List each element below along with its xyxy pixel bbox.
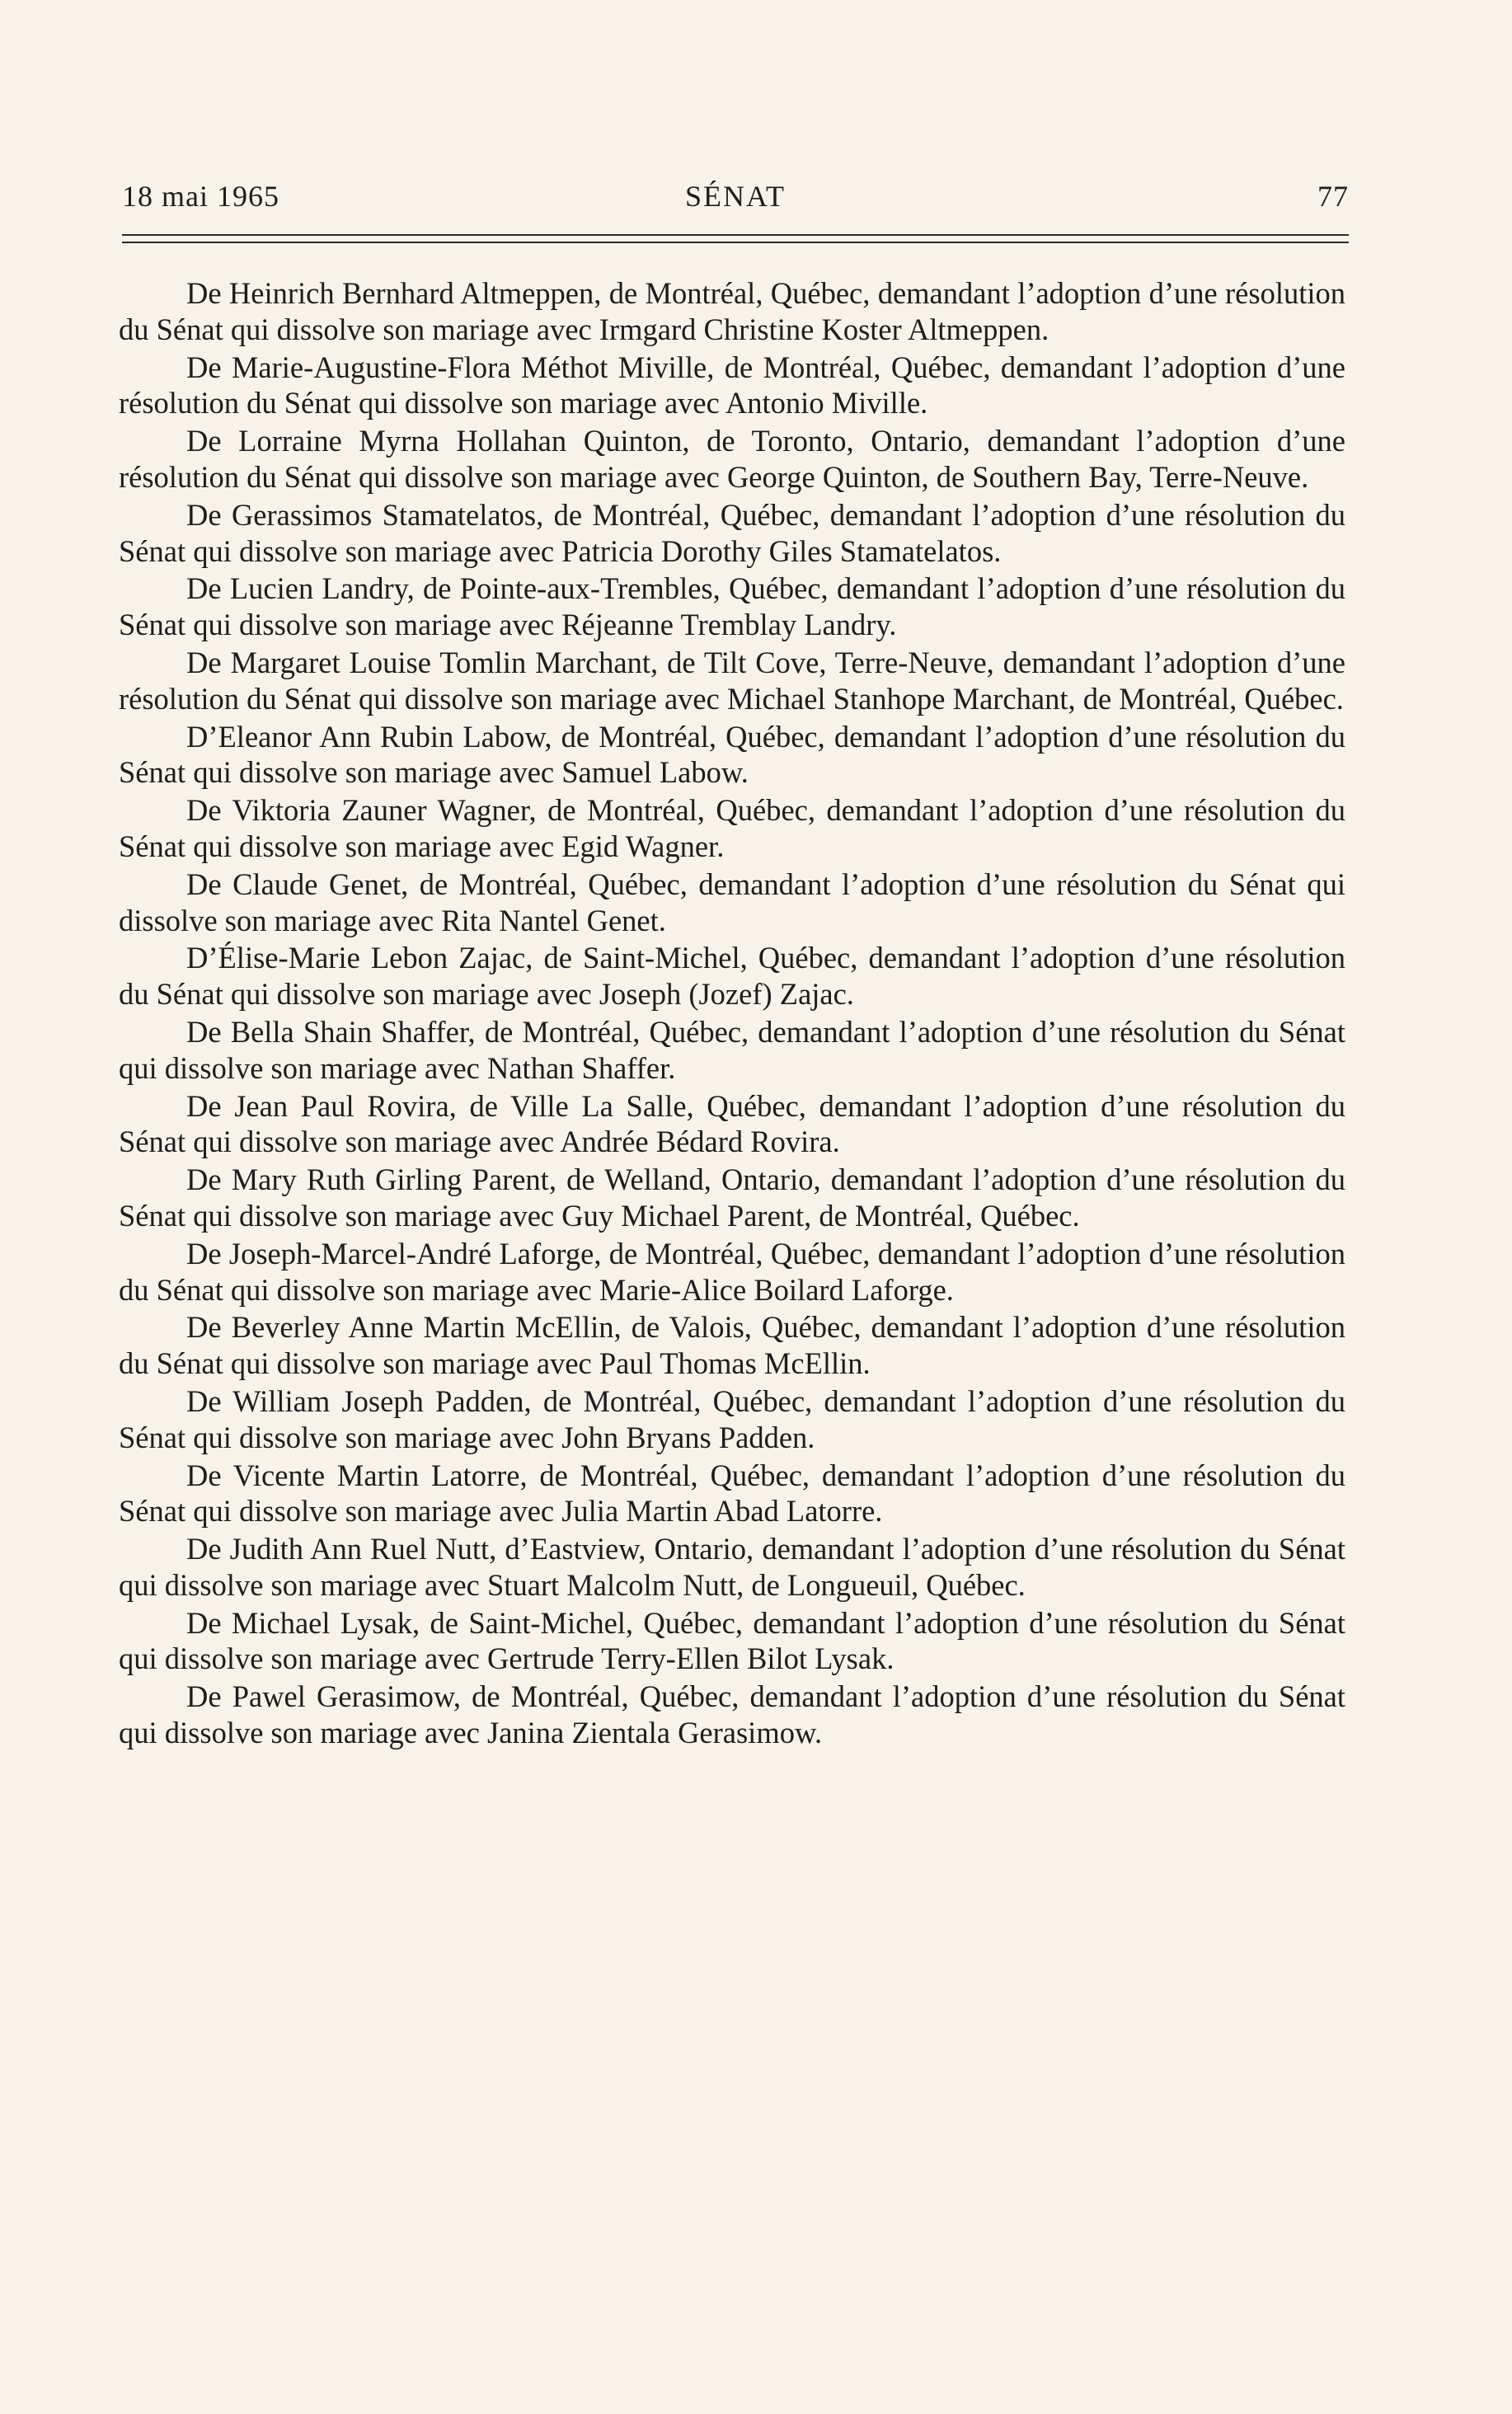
petition-paragraph: De Beverley Anne Martin McEllin, de Valois, Québec, demandant l’adoption d’une résolution du Sénat qui dissolve son mariage avec Paul Thomas McEllin. — [119, 1310, 1345, 1381]
petition-paragraph: De Viktoria Zauner Wagner, de Montréal, Québec, demandant l’adoption d’une résolution du Sénat qui dissolve son mariage avec Egid Wagner. — [119, 793, 1345, 863]
petition-paragraph: De William Joseph Padden, de Montréal, Québec, demandant l’adoption d’une résolution du Sénat qui dissolve son mariage avec John Bryans Padden. — [119, 1383, 1345, 1454]
petition-paragraph: De Marie-Augustine-Flora Méthot Miville, de Montréal, Québec, demandant l’adoption d’une résolution du Sénat qui dissolve son mariage avec Antonio Miville. — [119, 350, 1345, 420]
petition-paragraph: De Pawel Gerasimow, de Montréal, Québec, demandant l’adoption d’une résolution du Sénat qui dissolve son mariage avec Janina Zientala Gerasimow. — [119, 1679, 1345, 1750]
page-header — [122, 175, 1349, 218]
petition-paragraph: De Vicente Martin Latorre, de Montréal, Québec, demandant l’adoption d’une résolution du Sénat qui dissolve son mariage avec Julia Martin Abad Latorre. — [119, 1458, 1345, 1529]
header-title: SÉNAT — [684, 180, 786, 213]
petition-paragraph: De Lorraine Myrna Hollahan Quinton, de Toronto, Ontario, demandant l’adoption d’une résolution du Sénat qui dissolve son mariage avec George Quinton, de Southern Bay, Terre-Neuve. — [119, 424, 1345, 494]
petition-paragraph: De Lucien Landry, de Pointe-aux-Trembles, Québec, demandant l’adoption d’une résolution du Sénat qui dissolve son mariage avec Réjeanne Tremblay Landry. — [119, 571, 1345, 642]
petition-paragraph: D’Élise-Marie Lebon Zajac, de Saint-Michel, Québec, demandant l’adoption d’une résolution du Sénat qui dissolve son mariage avec Joseph (Jozef) Zajac. — [119, 941, 1345, 1012]
petition-paragraph: De Bella Shain Shaffer, de Montréal, Québec, demandant l’adoption d’une résolution du Sénat qui dissolve son mariage avec Nathan Shaffer. — [119, 1014, 1345, 1085]
petition-paragraph: De Judith Ann Ruel Nutt, d’Eastview, Ontario, demandant l’adoption d’une résolution du Sénat qui dissolve son mariage avec Stuart Malcolm Nutt, de Longueuil, Québec. — [119, 1532, 1345, 1602]
petition-paragraph: De Mary Ruth Girling Parent, de Welland, Ontario, demandant l’adoption d’une résolution du Sénat qui dissolve son mariage avec Guy Michael Parent, de Montréal, Québec. — [119, 1162, 1345, 1233]
header-date: 18 mai 1965 — [122, 180, 279, 213]
petition-paragraph: De Gerassimos Stamatelatos, de Montréal, Québec, demandant l’adoption d’une résolution du Sénat qui dissolve son mariage avec Patricia Dorothy Giles Stamatelatos. — [119, 497, 1345, 568]
petition-paragraph: De Heinrich Bernhard Altmeppen, de Montréal, Québec, demandant l’adoption d’une résolution du Sénat qui dissolve son mariage avec Irmgard Christine Koster Altmeppen. — [119, 276, 1345, 346]
petition-list — [119, 275, 1345, 2254]
header-rule-bottom — [122, 242, 1349, 243]
petition-paragraph: De Margaret Louise Tomlin Marchant, de Tilt Cove, Terre-Neuve, demandant l’adoption d’une résolution du Sénat qui dissolve son mariage avec Michael Stanhope Marchant, de Montréal, Québec. — [119, 645, 1345, 716]
petition-paragraph: De Michael Lysak, de Saint-Michel, Québec, demandant l’adoption d’une résolution du Sénat qui dissolve son mariage avec Gertrude Terry-Ellen Bilot Lysak. — [119, 1605, 1345, 1676]
petition-paragraph: D’Eleanor Ann Rubin Labow, de Montréal, Québec, demandant l’adoption d’une résolution du Sénat qui dissolve son mariage avec Samuel Labow. — [119, 719, 1345, 790]
petition-paragraph: De Joseph-Marcel-André Laforge, de Montréal, Québec, demandant l’adoption d’une résolution du Sénat qui dissolve son mariage avec Marie-Alice Boilard Laforge. — [119, 1236, 1345, 1307]
petition-paragraph: De Claude Genet, de Montréal, Québec, demandant l’adoption d’une résolution du Sénat qui dissolve son mariage avec Rita Nantel Genet. — [119, 867, 1345, 937]
page-number: 77 — [1317, 180, 1349, 213]
petition-paragraph: De Jean Paul Rovira, de Ville La Salle, Québec, demandant l’adoption d’une résolution du Sénat qui dissolve son mariage avec Andrée Bédard Rovira. — [119, 1088, 1345, 1159]
header-rule-top — [122, 234, 1349, 236]
